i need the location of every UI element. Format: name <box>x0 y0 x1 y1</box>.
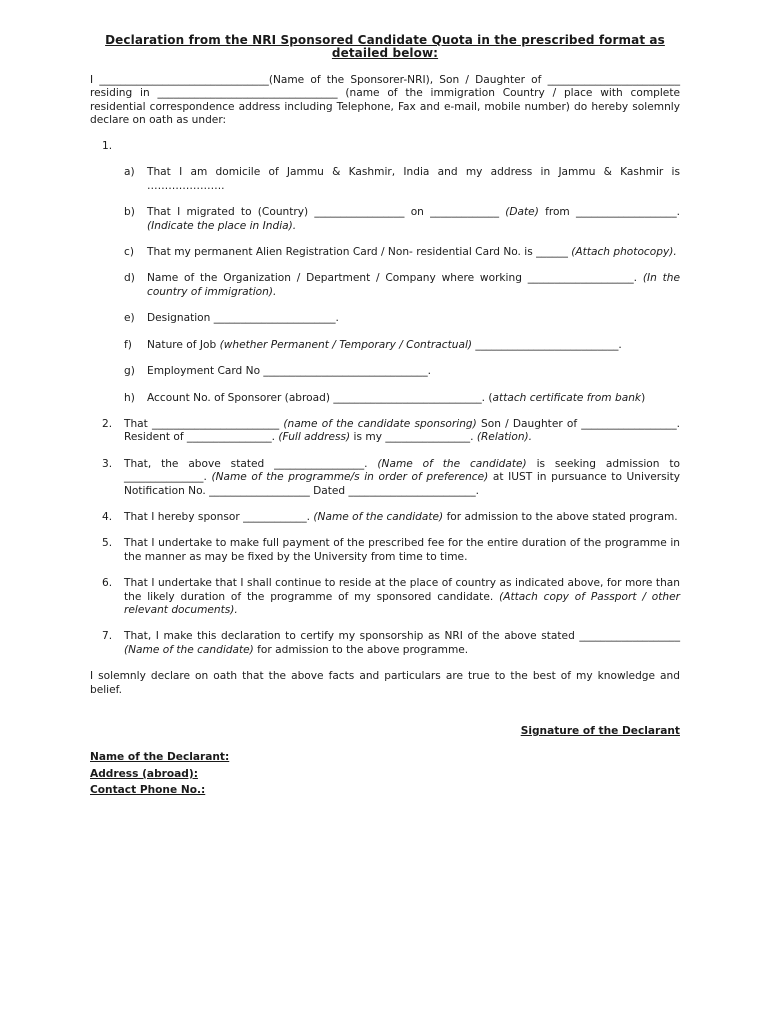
sub-item-text: Name of the Organization / Department / Company where working ____________________. (In the country of immigration). <box>147 272 680 298</box>
item-number: 3. <box>102 457 113 470</box>
signature-label: Signature of the Declarant <box>520 725 680 737</box>
sub-item-a <box>90 166 680 193</box>
item-text: That, the above stated _________________. (Name of the candidate) is seeking admission to _______________. (Name of the programme/s in order of preference) at IUST in pursuance to University Notification No. ___________________ Dated ________________________. <box>124 457 680 497</box>
sub-item-label: c) <box>124 246 134 259</box>
sub-item-text: That I migrated to (Country) _________________ on _____________ (Date) from ___________________. (Indicate the place in India). <box>147 206 680 232</box>
intro-paragraph: I ________________________________(Name of the Sponsorer-NRI), Son / Daughter of _________________________ residing in __________________________________ (name of the immigration Country / place with complete residential correspondence address including Telephone, Fax and e-mail, mobile number) do hereby solemnly declare on oath as under: <box>90 73 680 127</box>
sub-item-f <box>90 339 680 352</box>
item-1 <box>90 140 680 153</box>
sub-item-text: That my permanent Alien Registration Card / Non- residential Card No. is ______ (Attach photocopy). <box>147 246 677 259</box>
sub-item-label: d) <box>124 272 135 285</box>
item-number: 6. <box>102 577 113 590</box>
item-text: That ________________________ (name of the candidate sponsoring) Son / Daughter of __________________. Resident of ________________. (Full address) is my ________________. (Relation). <box>124 417 681 444</box>
item-number: 1. <box>102 140 113 153</box>
sub-item-e <box>90 312 680 325</box>
item-6 <box>90 577 680 617</box>
item-7 <box>90 630 680 657</box>
sub-item-b <box>90 206 680 233</box>
sub-item-text: Nature of Job (whether Permanent / Temporary / Contractual) ___________________________. <box>147 338 622 351</box>
item-text: That I hereby sponsor ____________. (Name of the candidate) for admission to the above stated program. <box>124 510 678 523</box>
declarant-address-label: Address (abroad): <box>90 767 198 780</box>
item-3 <box>90 458 680 498</box>
item-4 <box>90 511 680 524</box>
declarant-name-label: Name of the Declarant: <box>90 751 230 764</box>
sub-item-label: g) <box>124 365 135 378</box>
sub-item-text: Employment Card No _______________________________. <box>147 365 431 378</box>
sub-item-label: f) <box>124 338 132 351</box>
closing-statement: I solemnly declare on oath that the above facts and particulars are true to the best of my knowledge and belief. <box>90 670 680 696</box>
sub-item-text: Account No. of Sponsorer (abroad) ____________________________. (attach certificate from bank) <box>147 391 646 404</box>
declarant-phone-label: Contact Phone No.: <box>90 784 206 797</box>
sub-item-g <box>90 365 680 378</box>
item-2 <box>90 418 680 445</box>
declaration-page <box>90 34 680 798</box>
sub-item-c <box>90 246 680 259</box>
item-text: That I undertake that I shall continue to reside at the place of country as indicated above, for more than the likely duration of the programme of my sponsored candidate. (Attach copy of Passport / other relevant documents). <box>124 577 680 616</box>
item-number: 4. <box>102 510 113 523</box>
sub-item-label: e) <box>124 312 135 325</box>
item-number: 7. <box>102 630 113 643</box>
item-5 <box>90 537 680 564</box>
item-number: 2. <box>102 417 113 430</box>
sub-item-text: That I am domicile of Jammu & Kashmir, India and my address in Jammu & Kashmir is …………………. <box>147 166 680 192</box>
sub-item-label: a) <box>124 166 135 179</box>
sub-item-label: b) <box>124 206 135 219</box>
sub-item-d <box>90 272 680 299</box>
sub-item-text: Designation _______________________. <box>147 312 339 325</box>
sub-item-h <box>90 392 680 405</box>
page-title: Declaration from the NRI Sponsored Candidate Quota in the prescribed format as detailed below: <box>105 33 665 61</box>
sub-item-label: h) <box>124 391 135 404</box>
item-text: That, I make this declaration to certify my sponsorship as NRI of the above stated ___________________ (Name of the candidate) for admission to the above programme. <box>124 630 680 656</box>
item-text: That I undertake to make full payment of the prescribed fee for the entire duration of the programme in the manner as may be fixed by the University from time to time. <box>124 537 680 563</box>
item-number: 5. <box>102 537 113 550</box>
